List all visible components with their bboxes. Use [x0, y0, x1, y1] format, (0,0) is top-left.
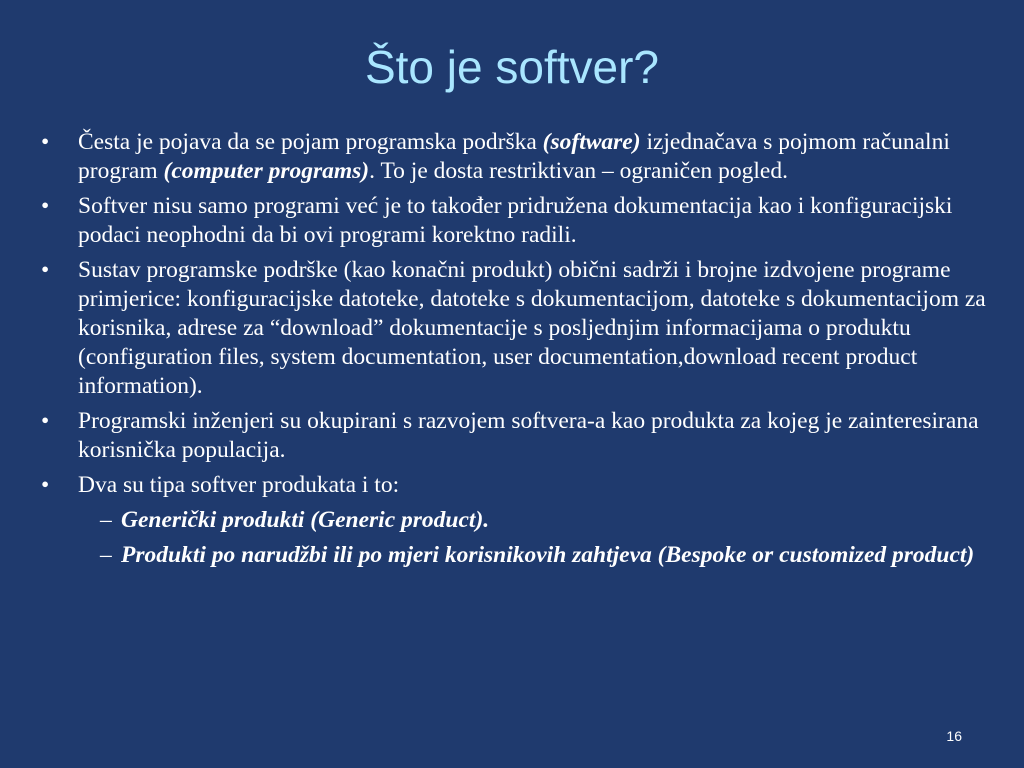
bullet-item	[38, 256, 998, 401]
slide-content	[38, 128, 998, 576]
bullet-text: Sustav programske podrške (kao konačni produkt) obični sadrži i brojne izdvojene programe primjerice: konfiguracijske datoteke, datoteke s dokumentacijom, datoteke s dokumentacijom za korisnika, adrese za “download” dokumentacije s posljednjim informacijama o produktu (configuration files, system documentation, user documentation,download recent product information).	[78, 257, 986, 399]
bullet-text: Programski inženjeri su okupirani s razvojem softvera-a kao produkta za kojeg je zainteresirana korisnička populacija.	[78, 408, 979, 463]
bullet-item	[38, 471, 998, 500]
sub-bullet-text: Produkti po narudžbi ili po mjeri korisnikovih zahtjeva (Bespoke or customized product)	[121, 542, 975, 568]
dash-icon: –	[100, 507, 112, 533]
sub-bullet-item	[38, 506, 998, 535]
bullet-icon: •	[41, 129, 50, 155]
slide-title: Što je softver?	[364, 41, 660, 93]
bullet-item	[38, 192, 998, 250]
bullet-icon: •	[41, 472, 50, 498]
bullet-text: Dva su tipa softver produkata i to:	[78, 472, 400, 498]
bullet-icon: •	[41, 193, 50, 219]
page-number: 16	[946, 728, 962, 744]
bullet-icon: •	[41, 257, 50, 283]
bullet-item	[38, 407, 998, 465]
sub-bullet-text: Generički produkti (Generic product).	[121, 507, 490, 533]
bullet-emphasis: (software)	[542, 129, 641, 155]
sub-bullet-item	[38, 541, 998, 570]
dash-icon: –	[100, 542, 112, 568]
bullet-emphasis: (computer programs)	[163, 158, 370, 184]
bullet-text: Softver nisu samo programi već je to također pridružena dokumentacija kao i konfiguracijski podaci neophodni da bi ovi programi korektno radili.	[78, 193, 953, 248]
bullet-text-segment: . To je dosta restriktivan – ograničen pogled.	[369, 158, 788, 184]
bullet-icon: •	[41, 408, 50, 434]
bullet-text-segment: Česta je pojava da se pojam programska podrška	[78, 129, 543, 155]
bullet-item	[38, 128, 998, 186]
bullet-text-segment: izjednačava s pojmom računalni program	[78, 129, 950, 184]
